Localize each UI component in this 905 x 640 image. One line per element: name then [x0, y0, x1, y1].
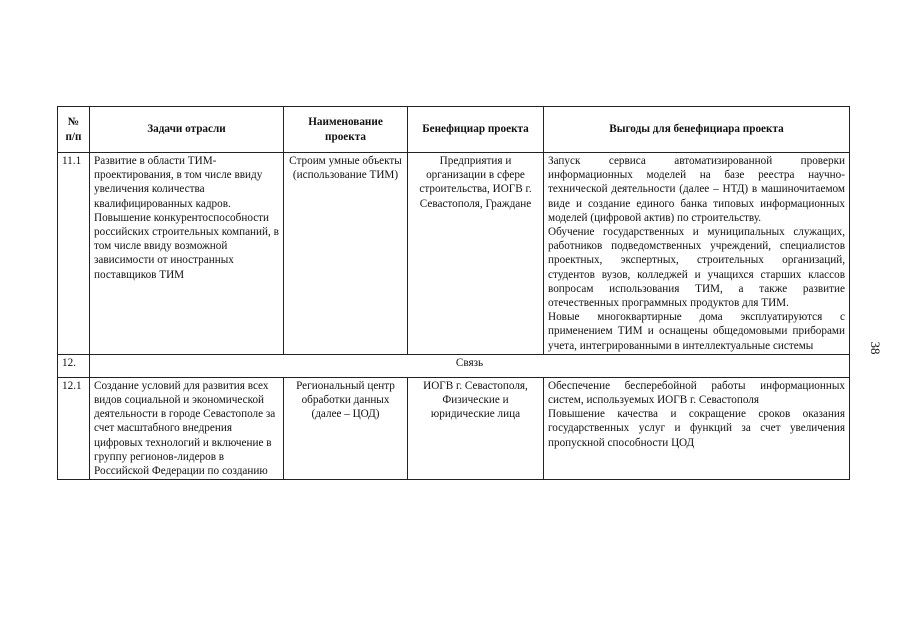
- header-project: Наименование проекта: [284, 107, 408, 153]
- table-row: [58, 377, 850, 479]
- row-project: Строим умные объекты (использование ТИМ): [284, 153, 408, 355]
- table-header-row: [58, 107, 850, 153]
- header-benefits: Выгоды для бенефициара проекта: [544, 107, 850, 153]
- section-title: Связь: [90, 354, 850, 377]
- header-num: № п/п: [58, 107, 90, 153]
- section-row: [58, 354, 850, 377]
- row-project: Региональный центр обработки данных (далее – ЦОД): [284, 377, 408, 479]
- row-benefits: [544, 377, 850, 479]
- row-beneficiary: Предприятия и организации в сфере строительства, ИОГВ г. Севастополя, Граждане: [408, 153, 544, 355]
- benefit-paragraph: Обучение государственных и муниципальных служащих, работников подведомственных учреждений, специалистов проектных, экспертных, строительных организаций, студентов вузов, колледжей и учащихся старших классов вопросам использования ТИМ, а также развитие отечественных программных продуктов для ТИМ.: [548, 226, 845, 310]
- page-number: 38: [868, 341, 883, 355]
- benefit-paragraph: Повышение качества и сокращение сроков оказания государственных услуг и функций за счет увеличения пропускной способности ЦОД: [548, 408, 845, 449]
- row-number: 11.1: [58, 153, 90, 355]
- table-row: [58, 153, 850, 355]
- benefit-paragraph: Обеспечение бесперебойной работы информационных систем, используемых ИОГВ г. Севастополя: [548, 379, 845, 407]
- row-beneficiary: ИОГВ г. Севастополя, Физические и юридические лица: [408, 377, 544, 479]
- benefit-paragraph: Новые многоквартирные дома эксплуатируются с применением ТИМ и оснащены общедомовыми приборами учета, интегрированными в интеллектуальные системы: [548, 311, 845, 352]
- row-tasks: Создание условий для развития всех видов социальной и экономической деятельности в городе Севастополе за счет масштабного внедрения цифровых технологий и включение в группу регионов-лидеров в Российской Федерации по созданию: [90, 377, 284, 479]
- header-tasks: Задачи отрасли: [90, 107, 284, 153]
- row-benefits: [544, 153, 850, 355]
- row-number: 12.1: [58, 377, 90, 479]
- benefit-paragraph: Запуск сервиса автоматизированной проверки информационных моделей на базе реестра научно-технической деятельности (далее – НТД) в машиночитаемом виде и создание единого банка типовых информационных моделей (цифровой актив) по строительству.: [548, 155, 845, 224]
- section-number: 12.: [58, 354, 90, 377]
- projects-table: [57, 106, 850, 480]
- row-tasks: Развитие в области ТИМ-проектирования, в том числе ввиду увеличения количества квалифицированных кадров. Повышение конкурентоспособности российских строительных компаний, в том числе ввиду возможной зависимости от иностранных поставщиков ТИМ: [90, 153, 284, 355]
- header-beneficiary: Бенефициар проекта: [408, 107, 544, 153]
